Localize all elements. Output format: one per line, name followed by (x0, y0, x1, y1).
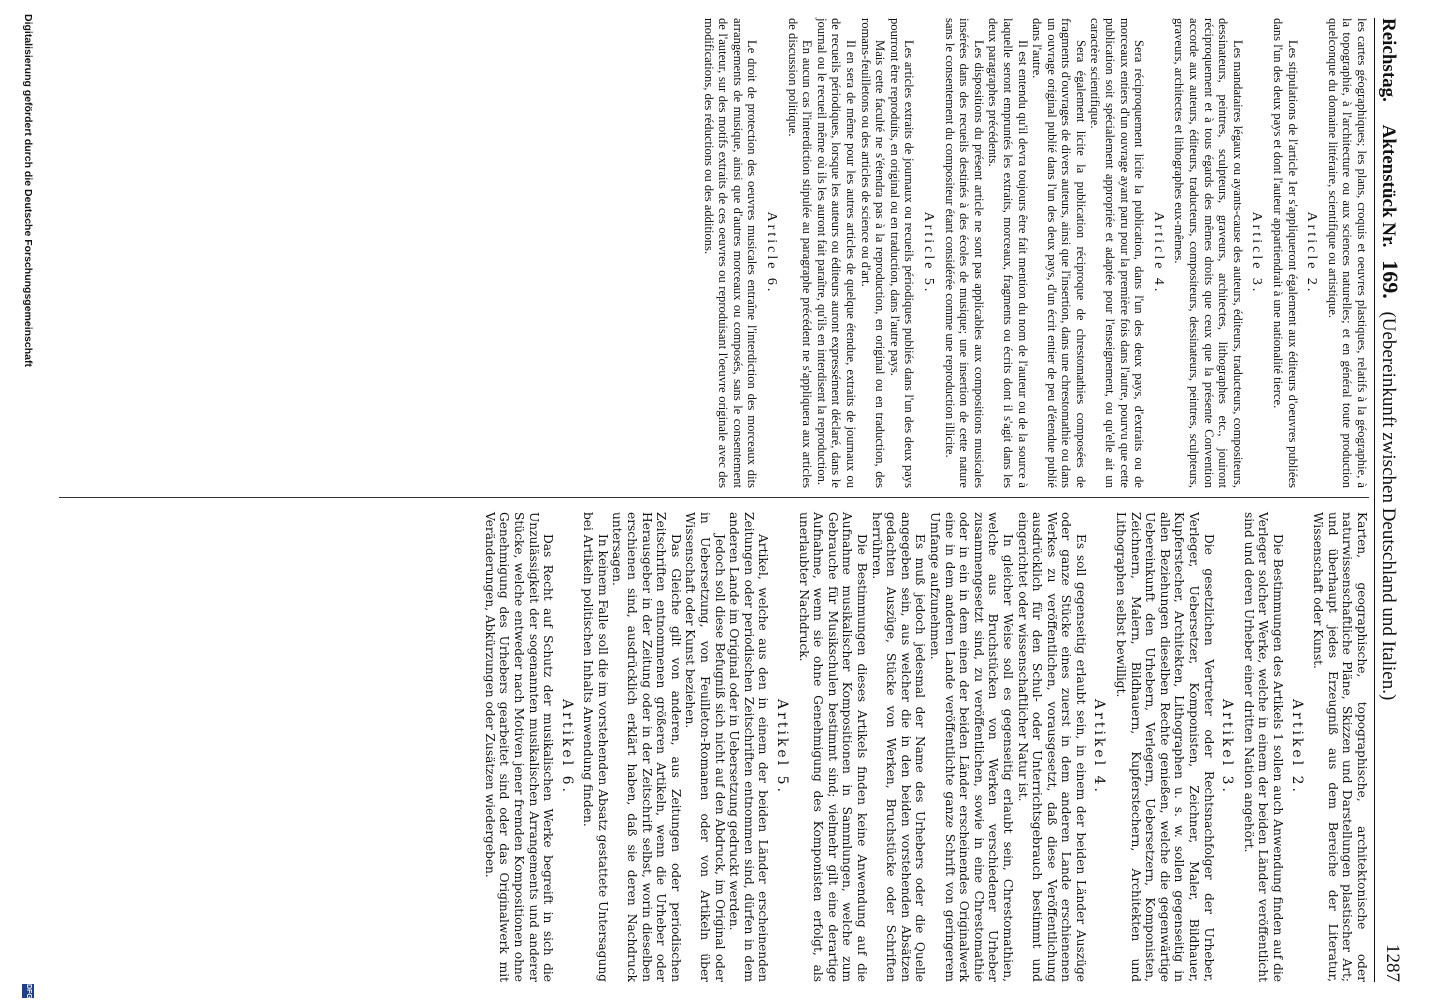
article-heading: Article 3. (1249, 211, 1265, 295)
article-heading: Article 5. (920, 211, 936, 295)
paragraph: Die Bestimmungen des Artikels 1 sollen auch Anwendung finden auf die Verleger solcher Werke, welche in einem der beiden Länder veröffentlicht sind und deren Urheber einer dritten Nation angehört. (1241, 512, 1286, 982)
column-divider (59, 497, 1369, 498)
paragraph: Sera réciproquement licite la publication, dans l'un des deux pays, d'extraits ou de morceaux entiers d'un ouvrage ayant paru pour la première fois dans l'autre, pourvu que cette publication soit spécialement appropriée et adaptée pour l'enseignement, ou qu'elle ait un caractère scientifique. (1088, 18, 1147, 488)
paragraph: In keinem Falle soll die im vorstehenden Absatz gestattete Untersagung bei Artikeln politischen Inhalts Anwendung finden. (581, 512, 610, 982)
paragraph: Les dispositions du présent article ne sont pas applicables aux compositions musicales insérées dans des recueils destinés à des écoles de musique; une insertion de cette nature sans le consentement du compositeur étant considérée comme une reproduction illicite. (942, 18, 986, 488)
article-heading: Article 2. (1304, 211, 1320, 295)
paragraph: Karten, geographische, topographische, architektonische oder naturwissenschaftliche Pläne, Skizzen und Darstellungen plastischer Art; und überhaupt jedes Erzeugniß aus dem Bereiche der Literatur, Wissenschaft oder Kunst. (1311, 512, 1369, 982)
paragraph: Artikel, welche aus den in einem der beiden Länder erscheinenden Zeitungen oder periodischen Zeitschriften entnommen sind, dürfen in dem anderen Lande im Original oder in Uebersetzung gedruckt werden. (727, 512, 771, 982)
paragraph: Le droit de protection des oeuvres musicales entraîne l'interdiction des morceaux dits arrangements de musique, ainsi que d'autres morceaux ou composés, sans le consentement de l'auteur, sur des motifs extraits de ces oeuvres ou reproduisant l'oeuvre originale avec des modifications, des réductions ou des additions. (701, 18, 760, 488)
paragraph: Das Gleiche gilt von anderen, aus Zeitungen oder periodischen Zeitschriften entnommenen größeren Artikeln, wenn die Urheber oder Herausgeber in der Zeitung oder in der Zeitschrift selbst, worin dieselben erschienen sind, ausdrücklich erklärt haben, daß sie deren Nachdruck untersagen. (610, 512, 683, 982)
paragraph: Il est entendu qu'il devra toujours être fait mention du nom de l'auteur ou de la source à laquelle seront empruntés les extraits, morceaux, fragments ou écrits dont il s'agit dans les deux paragraphes précédents. (986, 18, 1030, 488)
paragraph: Les stipulations de l'article 1er s'appliqueront également aux éditeurs d'oeuvres publiées dans l'un des deux pays et dont l'auteur appartiendrait à une nationalité tierce. (1271, 18, 1300, 488)
page-number: 1287 (1382, 944, 1403, 982)
paragraph: Sera également licite la publication réciproque de chrestomathies composées de fragments d'ouvrages de divers auteurs, ainsi que l'insertion, dans une chrestomathie ou dans un ouvrage original publié dans l'un des deux pays, d'un écrit entier de peu d'étendue publié dans l'autre. (1030, 18, 1088, 488)
paragraph: Mais cette faculté ne s'étendra pas à la reproduction, en original ou en traduction, des romans-feuilletons ou des articles de science ou d'art. (858, 18, 888, 488)
paragraph: In gleicher Weise soll es gegenseitig erlaubt sein, Chrestomathien, welche aus Bruchstücken von Werken verschiedener Urheber zusammengesetzt sind, zu veröffentlichen, sowie in eine Chrestomathie oder in ein in dem einen der beiden Länder erscheinendes Originalwerk eine in dem anderen Lande veröffentlichte ganze Schrift von geringerem Umfange aufzunehmen. (927, 512, 1015, 982)
doc-label: Aktenstück Nr. (1378, 124, 1399, 248)
article-heading: Artikel 2. (1288, 699, 1305, 795)
article-heading: Article 6. (764, 211, 780, 295)
article-heading: Artikel 3. (1219, 699, 1236, 795)
paragraph: Die Bestimmungen dieses Artikels finden keine Anwendung auf die Aufnahme musikalischer Kompositionen in Sammlungen, welche zum Gebrauche für Musikschulen bestimmt sind; vielmehr gilt eine derartige Aufnahme, wenn sie ohne Genehmigung des Komponisten erfolgt, als unerlaubter Nachdruck. (796, 512, 869, 982)
german-column (482, 512, 1369, 982)
paragraph: Es muß jedoch jedesmal der Name des Urhebers oder die Quelle angegeben sein, aus welcher die in den beiden vorstehenden Absätzen gedachten Auszüge, Stücke von Werken, Bruchstücke oder Schriften herrühren. (869, 512, 928, 982)
article-heading: Artikel 5. (774, 699, 791, 795)
paragraph: Die gesetzlichen Vertreter oder Rechtsnachfolger der Urheber, Verleger, Uebersetzer, Komponisten, Zeichner, Maler, Bildhauer, Kupferstecher, Architekten, Lithographen u. s. w. sollen gegenseitig in allen Beziehungen dieselben Rechte genießen, welche die gegenwärtige Uebereinkunft den Urhebern, Verlegern, Uebersetzern, Komponisten, Zeichnern, Malern, Bildhauern, Kupferstechern, Architekten und Lithographen selbst bewilligt. (1114, 512, 1216, 982)
paragraph: Il en sera de même pour les autres articles de quelque étendue, extraits de journaux ou de recueils périodiques, lorsque les auteurs ou éditeurs auront expressément déclaré, dans le journal ou le recueil même où ils les auront fait paraître, qu'ils en interdisent la reproduction. (814, 18, 858, 488)
french-column (701, 18, 1369, 488)
digitization-footer (17, 0, 37, 1000)
page-header (1374, 18, 1409, 982)
paragraph: Jedoch soll diese Befugniß sich nicht auf den Abdruck, im Original oder in Uebersetzung, von Feuilleton-Romanen oder von Artikeln über Wissenschaft oder Kunst beziehen. (683, 512, 727, 982)
doc-number: 169. (1378, 260, 1403, 299)
footer-text: Digitalisierung gefördert durch die Deutsche Forschungsgemeinschaft (22, 14, 34, 367)
dfg-logo-icon: DFG (22, 984, 34, 998)
header-subtitle: (Uebereinkunft zwischen Deutschland und Italien.) (1378, 311, 1399, 701)
paragraph: les cartes géographiques; les plans, croquis et oeuvres plastiques, relatifs à la géographie, à la topographie, à l'architecture ou aux sciences naturelles; et en général toute production quelconque du domaine littéraire, scientifique ou artistique. (1325, 18, 1369, 488)
article-heading: Artikel 4. (1091, 699, 1108, 795)
paragraph: Das Recht auf Schutz der musikalischen Werke begreift in sich die Unzulässigkeit der sogenannten musikalischen Arrangements und anderer Stücke, welche entweder nach Motiven jener fremden Kompositionen ohne Genehmigung des Urhebers gearbeitet sind oder das Originalwerk mit Veränderungen, Abkürzungen oder Zusätzen wiedergeben. (482, 512, 556, 982)
paragraph: Les articles extraits de journaux ou recueils périodiques publiés dans l'un des deux pays pourront être reproduits, en original ou en traduction, dans l'autre pays. (887, 18, 917, 488)
header-title: Reichstag. Aktenstück Nr. 169. (Uebereinkunft zwischen Deutschland und Italien.) (1378, 18, 1403, 701)
paragraph: Les mandataires légaux ou ayants-cause des auteurs, éditeurs, traducteurs, compositeurs, dessinateurs, peintres, sculpteurs, graveurs, architectes, lithographes etc., jouiront réciproquement et à tous égards des mêmes droits que ceux que la présente Convention accorde aux auteurs, éditeurs, traducteurs, compositeurs, dessinateurs, peintres, sculpteurs, graveurs, architectes et lithographes eux-mêmes. (1172, 18, 1245, 488)
article-heading: Artikel 6. (558, 699, 575, 795)
paragraph: En aucun cas l'interdiction stipulée au paragraphe précédent ne s'appliquera aux articles de discussion politique. (785, 18, 815, 488)
article-heading: Article 4. (1150, 211, 1166, 295)
paragraph: Es soll gegenseitig erlaubt sein, in einem der beiden Länder Auszüge oder ganze Stücke eines zuerst in dem anderen Lande erschienenen Werkes zu veröffentlichen, vorausgesetzt, daß diese Veröffentlichung ausdrücklich für den Schul- oder Unterrichtsgebrauch bestimmt und eingerichtet oder wissenschaftlicher Natur ist. (1015, 512, 1088, 982)
